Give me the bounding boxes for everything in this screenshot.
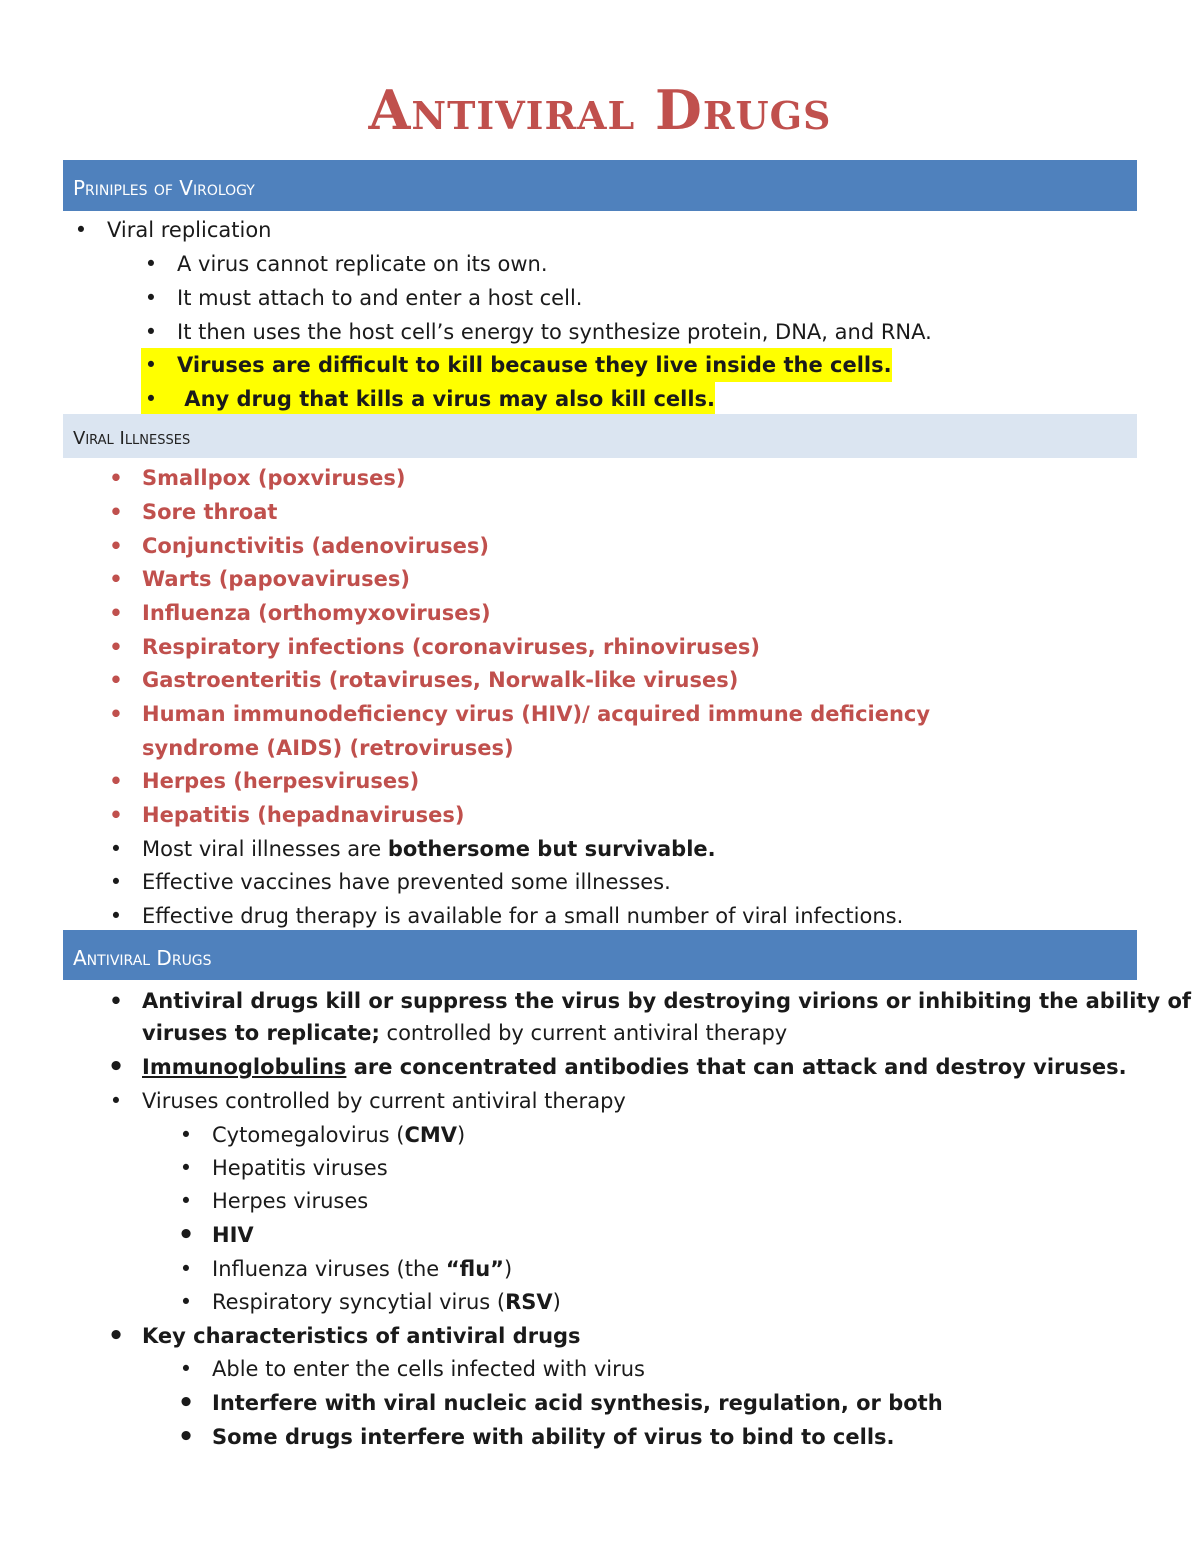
- list-item: [109, 832, 716, 866]
- item-text: controlled by current antiviral therapy: [379, 1021, 788, 1045]
- list-item: [109, 984, 1192, 1018]
- list-item: [179, 1118, 466, 1152]
- bullet: •: [109, 989, 123, 1013]
- bullet: •: [144, 286, 158, 310]
- bullet: •: [109, 769, 123, 793]
- section-heading-text: Viral Illnesses: [73, 428, 191, 449]
- item-text-bold: viruses to replicate;: [142, 1021, 380, 1045]
- bullet: •: [144, 353, 158, 377]
- bullet: •: [179, 1357, 193, 1381]
- page-title: Antiviral Drugs: [368, 78, 832, 142]
- item-text: Hepatitis viruses: [212, 1156, 388, 1180]
- bullet: •: [177, 1422, 195, 1452]
- bullet: •: [107, 1321, 125, 1351]
- illness-item: [109, 663, 739, 697]
- bullet: •: [177, 1388, 195, 1418]
- bullet: •: [179, 1123, 193, 1147]
- illness-item-continued: [142, 731, 514, 765]
- item-text: Some drugs interfere with ability of virus to bind to cells.: [212, 1425, 895, 1449]
- item-text: Effective drug therapy is available for a small number of viral infections.: [142, 904, 904, 928]
- item-text-underlined: Immunoglobulins: [142, 1055, 347, 1079]
- list-item: [179, 1252, 513, 1286]
- illness-item: [109, 461, 406, 495]
- item-text: Cytomegalovirus (: [212, 1123, 405, 1147]
- list-item: [109, 865, 671, 899]
- bullet: •: [109, 500, 123, 524]
- item-text: Key characteristics of antiviral drugs: [142, 1324, 581, 1348]
- list-item: [179, 1184, 369, 1218]
- list-item: [177, 1420, 895, 1454]
- item-text: Warts (papovaviruses): [142, 567, 410, 591]
- bullet: •: [179, 1189, 193, 1213]
- list-item: [107, 1050, 1127, 1084]
- item-text-bold: “flu”: [445, 1257, 504, 1281]
- item-text: Viruses are difficult to kill because they live inside the cells.: [177, 353, 892, 377]
- bullet: •: [109, 534, 123, 558]
- bullet: •: [109, 870, 123, 894]
- illness-item: [109, 529, 489, 563]
- list-item: [74, 213, 272, 247]
- item-text: A virus cannot replicate on its own.: [177, 252, 548, 276]
- list-item: [177, 1386, 943, 1420]
- item-text: Viruses controlled by current antiviral therapy: [142, 1089, 626, 1113]
- bullet: •: [144, 387, 158, 411]
- list-item: [109, 899, 904, 933]
- item-text: Gastroenteritis (rotaviruses, Norwalk-like viruses): [142, 668, 739, 692]
- section-heading-illnesses: [63, 414, 1137, 458]
- item-text: Hepatitis (hepadnaviruses): [142, 803, 465, 827]
- item-text: Any drug that kills a virus may also kill cells.: [177, 387, 716, 411]
- illness-item: [109, 596, 491, 630]
- bullet: •: [109, 635, 123, 659]
- list-item: [177, 1218, 254, 1252]
- item-text: Influenza (orthomyxoviruses): [142, 601, 491, 625]
- bullet: •: [179, 1257, 193, 1281]
- bullet: •: [109, 803, 123, 827]
- bullet: •: [74, 218, 88, 242]
- list-item: [179, 1352, 646, 1386]
- bullet: •: [109, 1089, 123, 1113]
- item-text: ): [457, 1123, 466, 1147]
- item-text: ): [503, 1257, 513, 1281]
- item-text: Antiviral drugs kill or suppress the virus by destroying virions or inhibiting the ability of: [142, 989, 1192, 1013]
- section-heading-drugs: [63, 930, 1137, 980]
- bullet: •: [109, 567, 123, 591]
- section-heading-text: Priniples of Virology: [73, 176, 255, 200]
- bullet: •: [179, 1290, 193, 1314]
- bullet: •: [109, 466, 123, 490]
- section-heading-text: Antiviral Drugs: [73, 946, 212, 970]
- bullet: •: [109, 668, 123, 692]
- bullet: •: [177, 1220, 195, 1250]
- list-item: [109, 1084, 626, 1118]
- item-text: HIV: [212, 1223, 254, 1247]
- section-heading-virology: [63, 160, 1137, 211]
- item-text: are concentrated antibodies that can attack and destroy viruses.: [346, 1055, 1127, 1079]
- illness-item: [109, 495, 278, 529]
- item-text: Sore throat: [142, 500, 278, 524]
- item-text: Influenza viruses (the: [212, 1257, 446, 1281]
- bullet: •: [144, 320, 158, 344]
- bullet: •: [179, 1156, 193, 1180]
- bullet: •: [144, 252, 158, 276]
- illness-item: [109, 562, 410, 596]
- item-text-bold: CMV: [404, 1123, 458, 1147]
- item-text: Interfere with viral nucleic acid synthesis, regulation, or both: [212, 1391, 943, 1415]
- list-item: [144, 247, 548, 281]
- bullet: •: [109, 837, 123, 861]
- item-text: It then uses the host cell’s energy to synthesize protein, DNA, and RNA.: [177, 320, 932, 344]
- illness-item: [109, 764, 420, 798]
- item-text: Respiratory syncytial virus (: [212, 1290, 506, 1314]
- item-text: Able to enter the cells infected with virus: [212, 1357, 646, 1381]
- item-text: Herpes viruses: [212, 1189, 369, 1213]
- bullet: •: [109, 601, 123, 625]
- item-text-bold: RSV: [505, 1290, 553, 1314]
- list-item: [144, 281, 583, 315]
- item-text: Herpes (herpesviruses): [142, 769, 420, 793]
- item-text: Respiratory infections (coronaviruses, rhinoviruses): [142, 635, 760, 659]
- item-text: syndrome (AIDS) (retroviruses): [142, 736, 514, 760]
- highlighted-item: [141, 382, 715, 416]
- item-text: ): [552, 1290, 561, 1314]
- list-item: [144, 315, 932, 349]
- bullet: •: [109, 702, 123, 726]
- list-item: [179, 1151, 388, 1185]
- item-text: Conjunctivitis (adenoviruses): [142, 534, 489, 558]
- illness-item: [109, 630, 760, 664]
- bullet: •: [109, 904, 123, 928]
- item-text: It must attach to and enter a host cell.: [177, 286, 583, 310]
- illness-item: [109, 697, 931, 731]
- item-text: Human immunodeficiency virus (HIV)/ acquired immune deficiency: [142, 702, 931, 726]
- item-text: Effective vaccines have prevented some illnesses.: [142, 870, 671, 894]
- item-text: Smallpox (poxviruses): [142, 466, 406, 490]
- item-text: Viral replication: [107, 218, 272, 242]
- list-item: [179, 1285, 561, 1319]
- illness-item: [109, 798, 465, 832]
- bullet: •: [107, 1052, 125, 1082]
- list-item-continued: [142, 1016, 787, 1050]
- item-text-bold: bothersome but survivable.: [387, 837, 716, 861]
- highlighted-item: [141, 348, 892, 382]
- list-item: [107, 1319, 581, 1353]
- item-text: Most viral illnesses are: [142, 837, 388, 861]
